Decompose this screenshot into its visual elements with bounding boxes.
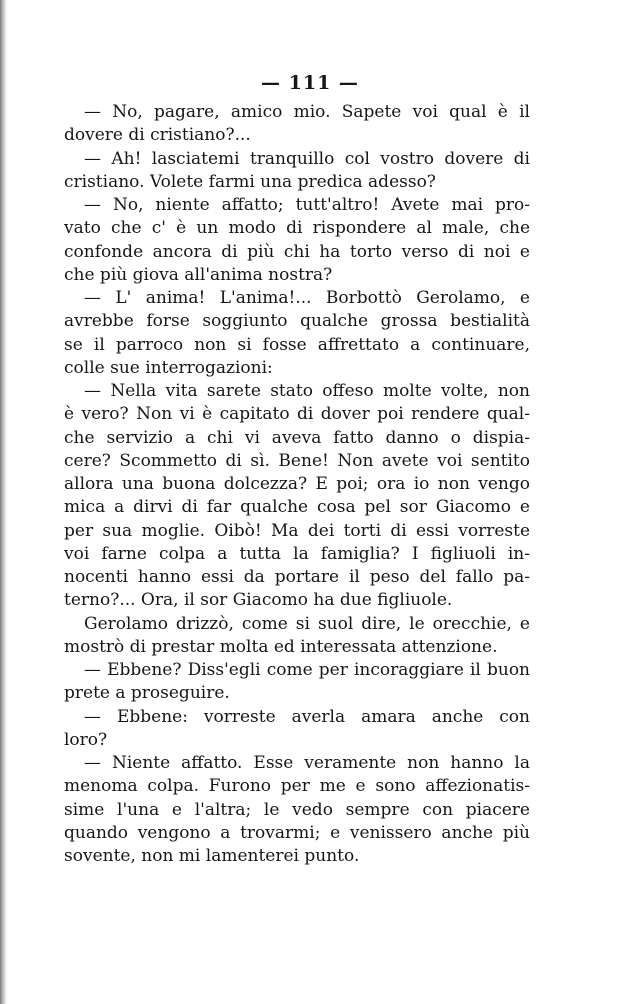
text-line: vato che c' è un modo di rispondere al male, che xyxy=(64,218,530,239)
text-line: colle sue interrogazioni: xyxy=(64,357,273,378)
text-line: se il parroco non si fosse affrettato a continuare, xyxy=(64,334,530,355)
text-line: per sua moglie. Oibò! Ma dei torti di essi vorreste xyxy=(64,520,530,541)
text-line: dovere di cristiano?... xyxy=(64,125,251,146)
text-line: allora una buona dolcezza? E poi; ora io non vengo xyxy=(64,474,530,494)
text-line: mostrò di prestar molta ed interessata attenzione. xyxy=(64,636,498,657)
text-line: è vero? Non vi è capitato di dover poi rendere qual- xyxy=(64,404,530,425)
text-line: nocenti hanno essi da portare il peso del fallo pa- xyxy=(64,567,530,587)
text-line: menoma colpa. Furono per me e sono affezionatis- xyxy=(64,776,530,797)
text-line: sime l'una e l'altra; le vedo sempre con piacere xyxy=(64,799,530,820)
text-line: — Ebbene? Diss'egli come per incoraggiare il buon xyxy=(84,660,530,680)
page-number: — 111 — xyxy=(261,72,359,94)
text-line: terno?... Ora, il sor Giacomo ha due figliuole. xyxy=(64,590,453,611)
text-line: sovente, non mi lamenterei punto. xyxy=(64,846,360,866)
text-line: che servizio a chi vi aveva fatto danno o dispia- xyxy=(64,427,530,448)
text-line: Gerolamo drizzò, come si suol dire, le orecchie, e xyxy=(84,613,530,634)
text-line: — Ebbene: vorreste averla amara anche con xyxy=(84,706,530,727)
text-line: che più giova all'anima nostra? xyxy=(64,264,333,285)
text-line: avrebbe forse soggiunto qualche grossa bestialità xyxy=(64,311,530,332)
text-line: prete a proseguire. xyxy=(64,683,230,704)
text-line: cristiano. Volete farmi una predica adesso? xyxy=(64,171,436,192)
text-line: — No, niente affatto; tutt'altro! Avete mai pro- xyxy=(84,195,530,215)
text-line: cere? Scommetto di sì. Bene! Non avete voi sentito xyxy=(64,450,530,471)
text-line: — No, pagare, amico mio. Sapete voi qual è il xyxy=(84,102,530,122)
text-line: voi farne colpa a tutta la famiglia? I figliuoli in- xyxy=(64,543,530,564)
text-line: — Niente affatto. Esse veramente non hanno la xyxy=(84,753,530,773)
text-line: — Nella vita sarete stato offeso molte volte, non xyxy=(84,381,530,401)
text-line: confonde ancora di più chi ha torto verso di noi e xyxy=(64,241,530,262)
body-text xyxy=(64,101,530,868)
text-line: — Ah! lasciatemi tranquillo col vostro dovere di xyxy=(84,148,530,169)
text-line: — L' anima! L'anima!... Borbottò Gerolamo, e xyxy=(84,288,530,308)
text-line: quando vengono a trovarmi; e venissero anche più xyxy=(64,822,530,843)
text-line: mica a dirvi di far qualche cosa pel sor Giacomo e xyxy=(64,497,530,518)
text-line: loro? xyxy=(64,729,108,750)
